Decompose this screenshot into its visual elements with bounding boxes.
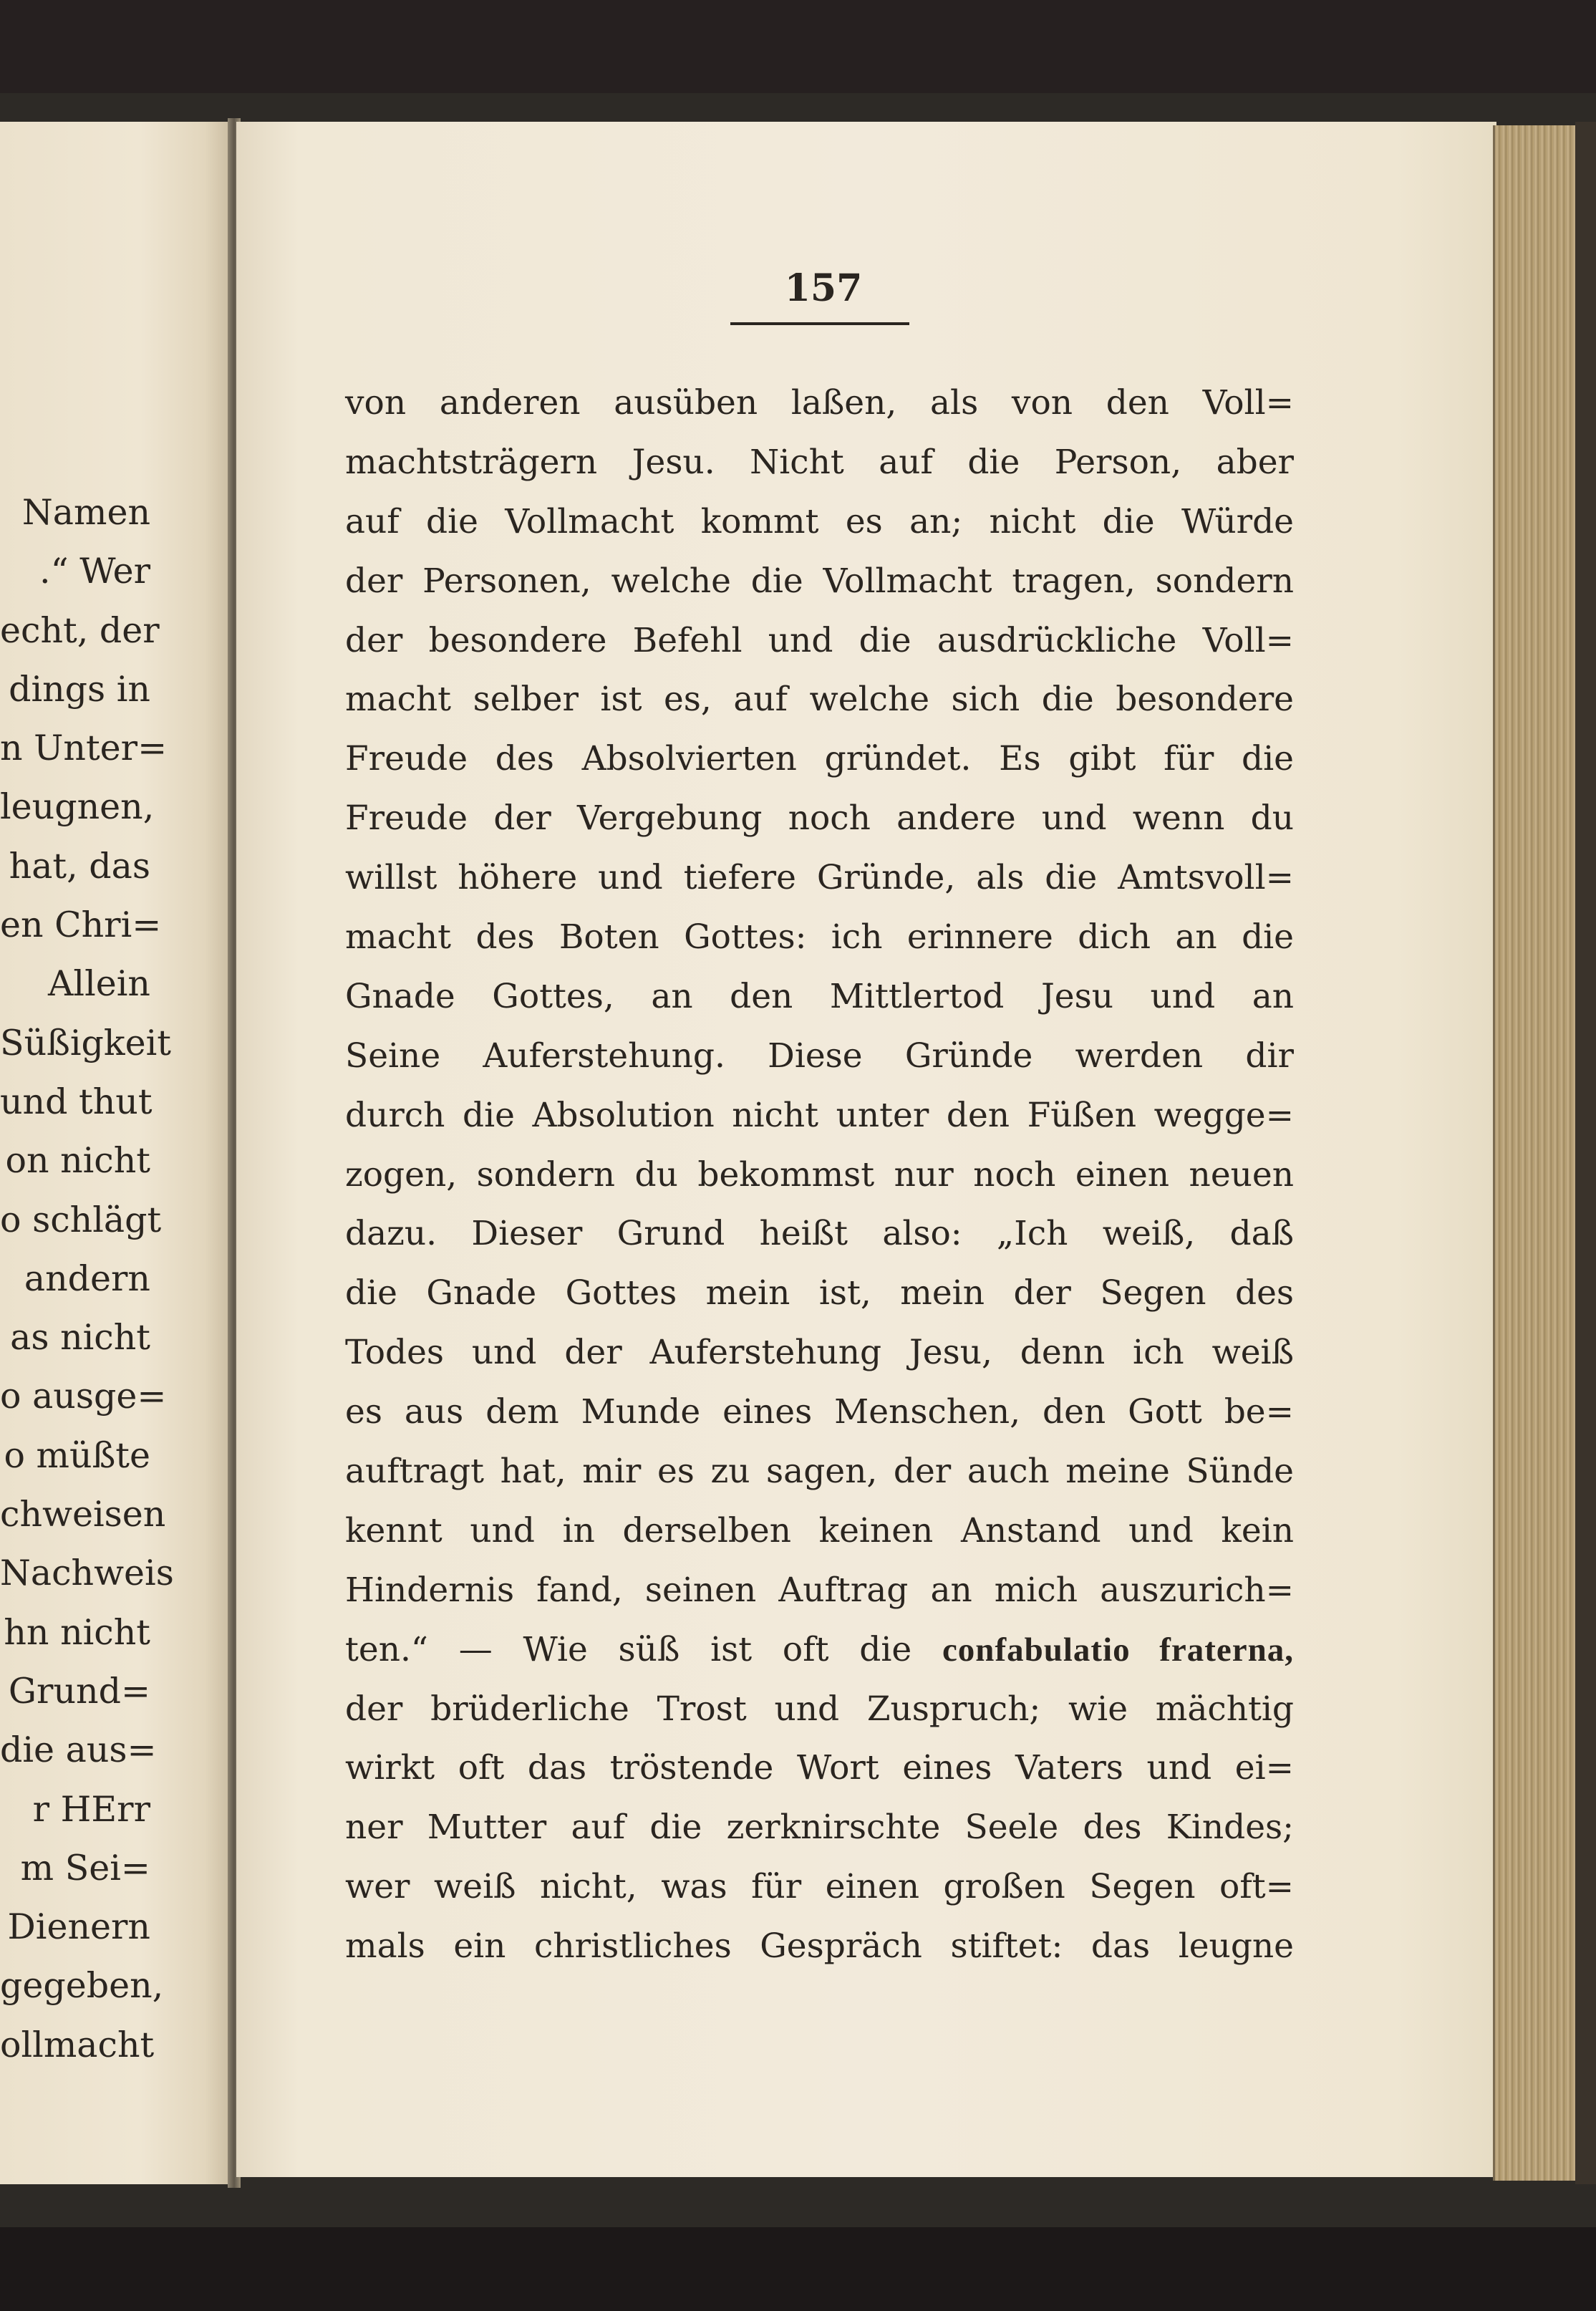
cover-edge: [1575, 122, 1596, 2184]
text-line: machtsträgern Jesu. Nicht auf die Person, aber: [345, 442, 1294, 482]
left-line: Nachweis: [0, 1553, 174, 1594]
text-line: von anderen ausüben laßen, als von den Voll=: [345, 383, 1294, 423]
left-line: Süßigkeit: [0, 1022, 171, 1063]
left-line: .“ Wer: [39, 551, 150, 592]
left-line: hat, das: [9, 845, 150, 887]
left-line: r HErr: [32, 1788, 150, 1830]
text-line: kennt und in derselben keinen Anstand und kein: [345, 1510, 1294, 1550]
text-line: die Gnade Gottes mein ist, mein der Segen des: [345, 1273, 1294, 1313]
text-line: der brüderliche Trost und Zuspruch; wie mächtig: [345, 1689, 1294, 1729]
left-line: echt, der: [0, 609, 160, 651]
body-text: [345, 374, 1294, 1977]
text-line: willst höhere und tiefere Gründe, als die Amtsvoll=: [345, 858, 1294, 898]
latin-phrase: confabulatio fraterna,: [942, 1631, 1294, 1669]
left-line: en Chri=: [0, 904, 162, 946]
text-line: mals ein christliches Gespräch stiftet: das leugne: [345, 1926, 1294, 1967]
text-line: Seine Auferstehung. Diese Gründe werden dir: [345, 1036, 1294, 1076]
left-page: [0, 122, 233, 2184]
text-line: wer weiß nicht, was für einen großen Segen oft=: [345, 1867, 1294, 1907]
left-line: n Unter=: [0, 728, 168, 769]
text-line: Freude der Vergebung noch andere und wenn du: [345, 799, 1294, 839]
left-line: dings in: [9, 668, 150, 710]
left-line: Namen: [21, 492, 150, 533]
text-line: ner Mutter auf die zerknirschte Seele des Kindes;: [345, 1808, 1294, 1848]
left-line: ollmacht: [0, 2024, 155, 2065]
text-line: durch die Absolution nicht unter den Füßen wegge=: [345, 1095, 1294, 1135]
left-line: gegeben,: [0, 1965, 164, 2007]
text-line: auf die Vollmacht kommt es an; nicht die Würde: [345, 501, 1294, 541]
text-line: dazu. Dieser Grund heißt also: „Ich weiß, daß: [345, 1214, 1294, 1254]
left-line: leugnen,: [0, 786, 155, 828]
text-line: zogen, sondern du bekommst nur noch einen neuen: [345, 1154, 1294, 1195]
text-line: Gnade Gottes, an den Mittlertod Jesu und an: [345, 976, 1294, 1016]
left-line: o müßte: [4, 1434, 150, 1476]
left-line: m Sei=: [20, 1847, 150, 1888]
text-line-with-latin: [345, 1621, 1294, 1680]
left-line: Grund=: [8, 1670, 150, 1712]
left-line: chweisen: [0, 1494, 166, 1535]
text-line: der Personen, welche die Vollmacht tragen, sondern: [345, 561, 1294, 601]
left-line: hn nicht: [4, 1611, 150, 1653]
text-line: macht des Boten Gottes: ich erinnere dich an die: [345, 917, 1294, 957]
left-line: Allein: [48, 963, 150, 1005]
text-line: auftragt hat, mir es zu sagen, der auch meine Sünde: [345, 1452, 1294, 1492]
left-line: o schlägt: [0, 1199, 162, 1240]
text-line: es aus dem Munde eines Menschen, den Gott be=: [345, 1392, 1294, 1432]
left-line: on nicht: [5, 1140, 150, 1182]
left-line: andern: [24, 1258, 150, 1299]
left-line: die aus=: [0, 1729, 157, 1771]
header-rule: [730, 322, 909, 325]
text-line: Freude des Absolvierten gründet. Es gibt für die: [345, 739, 1294, 779]
text-line: Hindernis fand, seinen Auftrag an mich auszurich=: [345, 1570, 1294, 1610]
text-fragment: ten.“ — Wie süß ist oft die: [345, 1629, 912, 1669]
text-line: macht selber ist es, auf welche sich die besondere: [345, 680, 1294, 720]
left-line: as nicht: [10, 1317, 150, 1359]
left-line: Dienern: [7, 1906, 150, 1948]
left-line: und thut: [0, 1081, 153, 1122]
page-number: 157: [784, 266, 863, 310]
left-line: o ausge=: [0, 1376, 167, 1417]
text-line: wirkt oft das tröstende Wort eines Vaters und ei=: [345, 1748, 1294, 1788]
text-line: der besondere Befehl und die ausdrückliche Voll=: [345, 620, 1294, 660]
left-page-text: [0, 483, 174, 2075]
text-line: Todes und der Auferstehung Jesu, denn ich weiß: [345, 1333, 1294, 1373]
